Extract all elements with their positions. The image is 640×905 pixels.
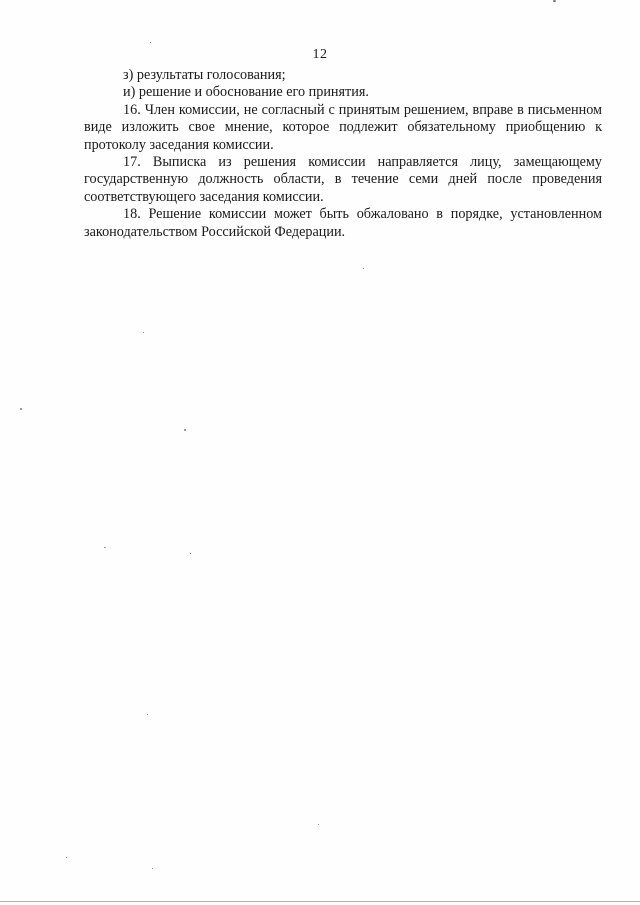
scan-edge-bottom [0, 901, 640, 902]
scan-speck [66, 857, 67, 858]
scan-speck [553, 0, 556, 2]
scan-speck [104, 547, 106, 548]
scan-speck [20, 408, 22, 410]
scan-speck [318, 824, 319, 825]
paragraph-18: 18. Решение комиссии может быть обжаловано в порядке, установленном законодательством Российской Федерации. [84, 206, 602, 240]
document-body [84, 67, 602, 241]
page-number: 12 [312, 47, 328, 62]
paragraph-17: 17. Выписка из решения комиссии направляется лицу, замещающему государственную должность области, в течение семи дней после проведения соответствующего заседания комиссии. [84, 154, 602, 205]
scan-speck [190, 553, 191, 554]
list-item-z: з) результаты голосования; [123, 67, 286, 83]
scan-speck [363, 268, 364, 269]
scan-speck [152, 868, 153, 869]
paragraph-16: 16. Член комиссии, не согласный с принятым решением, вправе в письменном виде изложить свое мнение, которое подлежит обязательному приобщению к протоколу заседания комиссии. [84, 101, 602, 153]
list-item-i: и) решение и обоснование его принятия. [123, 84, 369, 101]
scan-speck [150, 42, 151, 43]
scan-speck [147, 714, 148, 715]
scan-speck [184, 429, 186, 431]
scan-speck [143, 332, 144, 333]
